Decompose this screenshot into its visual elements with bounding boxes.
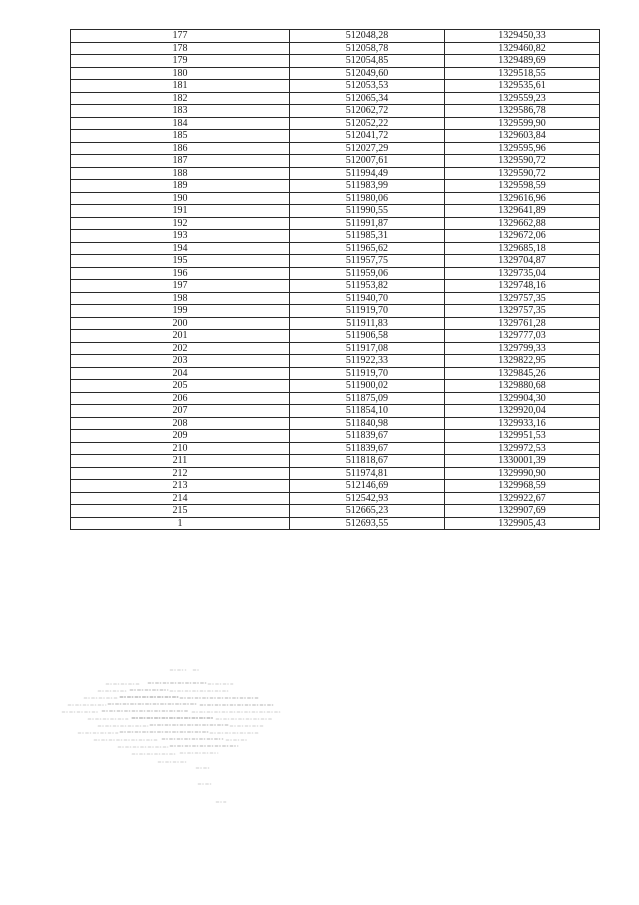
y-coordinate-cell: 1329662,88 <box>445 217 600 230</box>
y-coordinate-cell: 1329595,96 <box>445 142 600 155</box>
table-row <box>71 330 600 343</box>
y-coordinate-cell: 1329799,33 <box>445 342 600 355</box>
table-row <box>71 442 600 455</box>
y-coordinate-cell: 1329489,69 <box>445 55 600 68</box>
x-coordinate-cell: 511839,67 <box>290 442 445 455</box>
table-row <box>71 430 600 443</box>
x-coordinate-cell: 511818,67 <box>290 455 445 468</box>
x-coordinate-cell: 511953,82 <box>290 280 445 293</box>
y-coordinate-cell: 1329757,35 <box>445 305 600 318</box>
x-coordinate-cell: 511839,67 <box>290 430 445 443</box>
table-row <box>71 80 600 93</box>
table-row <box>71 517 600 530</box>
y-coordinate-cell: 1329904,30 <box>445 392 600 405</box>
point-number-cell: 210 <box>71 442 290 455</box>
x-coordinate-cell: 512007,61 <box>290 155 445 168</box>
table-row <box>71 505 600 518</box>
point-number-cell: 206 <box>71 392 290 405</box>
point-number-cell: 179 <box>71 55 290 68</box>
y-coordinate-cell: 1329599,90 <box>445 117 600 130</box>
y-coordinate-cell: 1329450,33 <box>445 30 600 43</box>
x-coordinate-cell: 511985,31 <box>290 230 445 243</box>
table-row <box>71 480 600 493</box>
x-coordinate-cell: 512542,93 <box>290 492 445 505</box>
point-number-cell: 215 <box>71 505 290 518</box>
table-row <box>71 105 600 118</box>
x-coordinate-cell: 511854,10 <box>290 405 445 418</box>
table-row <box>71 392 600 405</box>
point-number-cell: 182 <box>71 92 290 105</box>
x-coordinate-cell: 511919,70 <box>290 367 445 380</box>
x-coordinate-cell: 512065,34 <box>290 92 445 105</box>
x-coordinate-cell: 511991,87 <box>290 217 445 230</box>
y-coordinate-cell: 1329922,67 <box>445 492 600 505</box>
x-coordinate-cell: 511994,49 <box>290 167 445 180</box>
y-coordinate-cell: 1329586,78 <box>445 105 600 118</box>
point-number-cell: 188 <box>71 167 290 180</box>
point-number-cell: 202 <box>71 342 290 355</box>
point-number-cell: 213 <box>71 480 290 493</box>
x-coordinate-cell: 512062,72 <box>290 105 445 118</box>
table-row <box>71 180 600 193</box>
point-number-cell: 189 <box>71 180 290 193</box>
point-number-cell: 196 <box>71 267 290 280</box>
y-coordinate-cell: 1329559,23 <box>445 92 600 105</box>
point-number-cell: 198 <box>71 292 290 305</box>
table-row <box>71 42 600 55</box>
point-number-cell: 186 <box>71 142 290 155</box>
table-row <box>71 467 600 480</box>
point-number-cell: 193 <box>71 230 290 243</box>
x-coordinate-cell: 512693,55 <box>290 517 445 530</box>
y-coordinate-cell: 1329748,16 <box>445 280 600 293</box>
table-row <box>71 30 600 43</box>
y-coordinate-cell: 1329685,18 <box>445 242 600 255</box>
point-number-cell: 208 <box>71 417 290 430</box>
y-coordinate-cell: 1329933,16 <box>445 417 600 430</box>
table-row <box>71 355 600 368</box>
y-coordinate-cell: 1329990,90 <box>445 467 600 480</box>
point-number-cell: 1 <box>71 517 290 530</box>
y-coordinate-cell: 1329672,06 <box>445 230 600 243</box>
x-coordinate-cell: 511959,06 <box>290 267 445 280</box>
table-row <box>71 217 600 230</box>
table-row <box>71 367 600 380</box>
x-coordinate-cell: 512665,23 <box>290 505 445 518</box>
y-coordinate-cell: 1329590,72 <box>445 167 600 180</box>
table-row <box>71 155 600 168</box>
point-number-cell: 190 <box>71 192 290 205</box>
table-row <box>71 305 600 318</box>
y-coordinate-cell: 1329518,55 <box>445 67 600 80</box>
y-coordinate-cell: 1329535,61 <box>445 80 600 93</box>
x-coordinate-cell: 512052,22 <box>290 117 445 130</box>
x-coordinate-cell: 512041,72 <box>290 130 445 143</box>
table-row <box>71 267 600 280</box>
x-coordinate-cell: 512048,28 <box>290 30 445 43</box>
y-coordinate-cell: 1329905,43 <box>445 517 600 530</box>
y-coordinate-cell: 1329757,35 <box>445 292 600 305</box>
x-coordinate-cell: 511840,98 <box>290 417 445 430</box>
table-row <box>71 292 600 305</box>
point-number-cell: 212 <box>71 467 290 480</box>
point-number-cell: 207 <box>71 405 290 418</box>
table-row <box>71 255 600 268</box>
y-coordinate-cell: 1329460,82 <box>445 42 600 55</box>
x-coordinate-cell: 511957,75 <box>290 255 445 268</box>
table-row <box>71 67 600 80</box>
x-coordinate-cell: 512053,53 <box>290 80 445 93</box>
point-number-cell: 199 <box>71 305 290 318</box>
y-coordinate-cell: 1329777,03 <box>445 330 600 343</box>
x-coordinate-cell: 512058,78 <box>290 42 445 55</box>
table-row <box>71 55 600 68</box>
point-number-cell: 191 <box>71 205 290 218</box>
x-coordinate-cell: 511911,83 <box>290 317 445 330</box>
x-coordinate-cell: 511983,99 <box>290 180 445 193</box>
point-number-cell: 214 <box>71 492 290 505</box>
x-coordinate-cell: 512027,29 <box>290 142 445 155</box>
y-coordinate-cell: 1329920,04 <box>445 405 600 418</box>
table-row <box>71 417 600 430</box>
point-number-cell: 211 <box>71 455 290 468</box>
table-row <box>71 167 600 180</box>
table-row <box>71 130 600 143</box>
table-row <box>71 117 600 130</box>
table-row <box>71 405 600 418</box>
x-coordinate-cell: 511965,62 <box>290 242 445 255</box>
point-number-cell: 203 <box>71 355 290 368</box>
y-coordinate-cell: 1329822,95 <box>445 355 600 368</box>
point-number-cell: 178 <box>71 42 290 55</box>
point-number-cell: 205 <box>71 380 290 393</box>
table-row <box>71 230 600 243</box>
point-number-cell: 177 <box>71 30 290 43</box>
y-coordinate-cell: 1329761,28 <box>445 317 600 330</box>
coordinates-table <box>70 29 600 530</box>
table-row <box>71 205 600 218</box>
table-row <box>71 492 600 505</box>
table-row <box>71 342 600 355</box>
point-number-cell: 181 <box>71 80 290 93</box>
point-number-cell: 195 <box>71 255 290 268</box>
point-number-cell: 184 <box>71 117 290 130</box>
table-row <box>71 92 600 105</box>
x-coordinate-cell: 512054,85 <box>290 55 445 68</box>
y-coordinate-cell: 1330001,39 <box>445 455 600 468</box>
point-number-cell: 197 <box>71 280 290 293</box>
x-coordinate-cell: 511875,09 <box>290 392 445 405</box>
x-coordinate-cell: 511900,02 <box>290 380 445 393</box>
x-coordinate-cell: 511906,58 <box>290 330 445 343</box>
y-coordinate-cell: 1329951,53 <box>445 430 600 443</box>
x-coordinate-cell: 511980,06 <box>290 192 445 205</box>
table-row <box>71 142 600 155</box>
point-number-cell: 194 <box>71 242 290 255</box>
point-number-cell: 204 <box>71 367 290 380</box>
coordinates-table-body <box>71 30 600 530</box>
x-coordinate-cell: 511919,70 <box>290 305 445 318</box>
x-coordinate-cell: 511974,81 <box>290 467 445 480</box>
point-number-cell: 185 <box>71 130 290 143</box>
y-coordinate-cell: 1329603,84 <box>445 130 600 143</box>
y-coordinate-cell: 1329616,96 <box>445 192 600 205</box>
y-coordinate-cell: 1329641,89 <box>445 205 600 218</box>
table-row <box>71 192 600 205</box>
x-coordinate-cell: 511917,08 <box>290 342 445 355</box>
point-number-cell: 209 <box>71 430 290 443</box>
point-number-cell: 183 <box>71 105 290 118</box>
x-coordinate-cell: 512049,60 <box>290 67 445 80</box>
point-number-cell: 192 <box>71 217 290 230</box>
y-coordinate-cell: 1329968,59 <box>445 480 600 493</box>
x-coordinate-cell: 511940,70 <box>290 292 445 305</box>
table-row <box>71 280 600 293</box>
y-coordinate-cell: 1329907,69 <box>445 505 600 518</box>
point-number-cell: 201 <box>71 330 290 343</box>
y-coordinate-cell: 1329704,87 <box>445 255 600 268</box>
x-coordinate-cell: 511990,55 <box>290 205 445 218</box>
y-coordinate-cell: 1329590,72 <box>445 155 600 168</box>
x-coordinate-cell: 511922,33 <box>290 355 445 368</box>
y-coordinate-cell: 1329735,04 <box>445 267 600 280</box>
point-number-cell: 187 <box>71 155 290 168</box>
y-coordinate-cell: 1329598,59 <box>445 180 600 193</box>
table-row <box>71 455 600 468</box>
table-row <box>71 380 600 393</box>
y-coordinate-cell: 1329880,68 <box>445 380 600 393</box>
point-number-cell: 200 <box>71 317 290 330</box>
faded-stamp-mark <box>58 664 288 814</box>
y-coordinate-cell: 1329972,53 <box>445 442 600 455</box>
point-number-cell: 180 <box>71 67 290 80</box>
table-row <box>71 242 600 255</box>
table-row <box>71 317 600 330</box>
x-coordinate-cell: 512146,69 <box>290 480 445 493</box>
y-coordinate-cell: 1329845,26 <box>445 367 600 380</box>
